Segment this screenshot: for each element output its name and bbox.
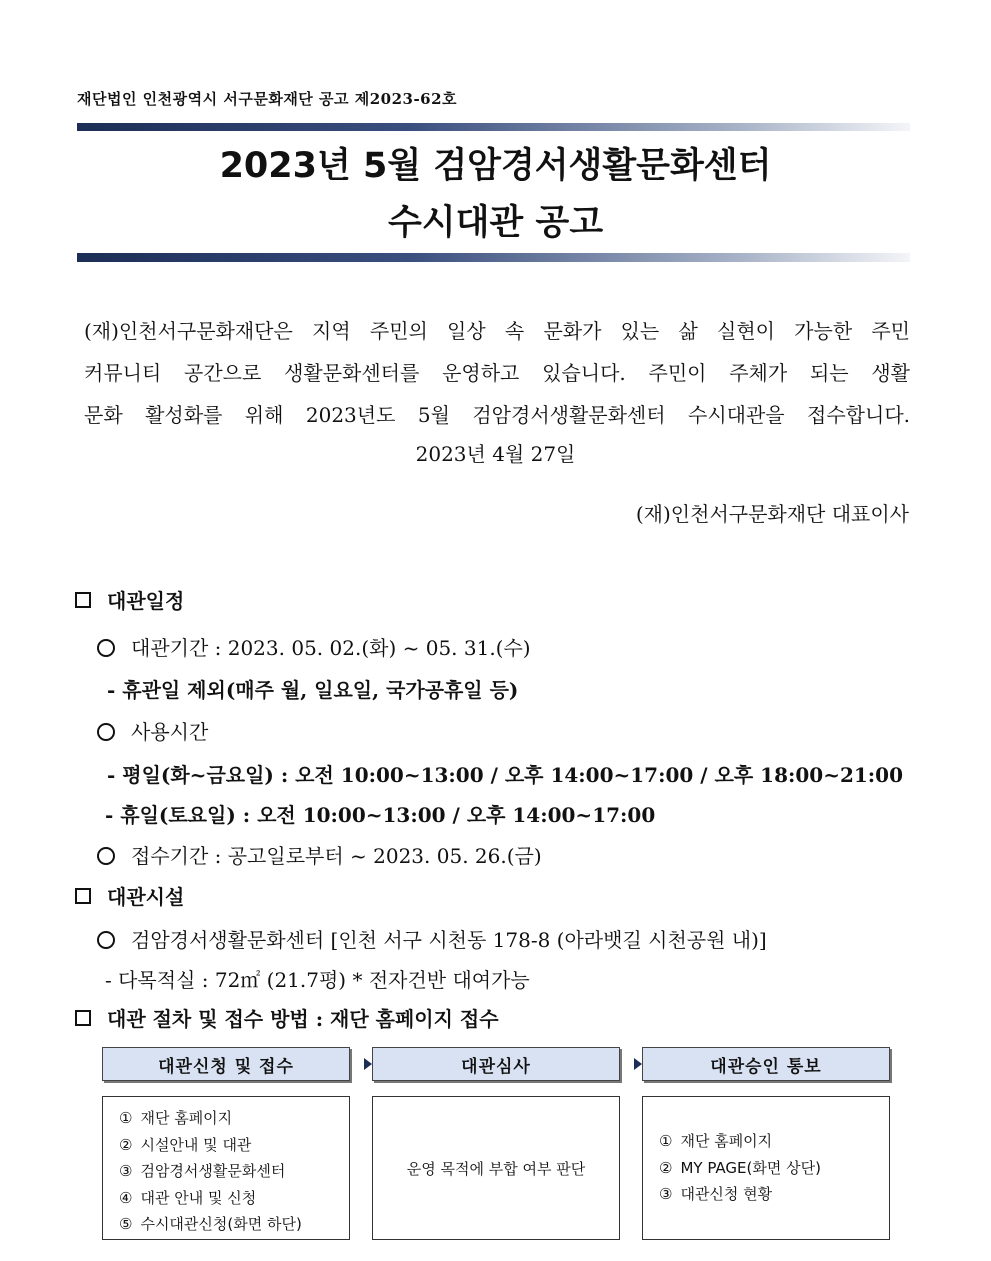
arrow-right-icon bbox=[364, 1058, 372, 1070]
notice-date: 2023년 4월 27일 bbox=[415, 442, 576, 466]
step3-header: 대관승인 통보 bbox=[642, 1047, 890, 1081]
intro-line2: 커뮤니티 공간으로 생활문화센터를 운영하고 있습니다. 주민이 주체가 되는 생활 bbox=[84, 361, 910, 385]
square-bullet-icon bbox=[75, 592, 91, 608]
list-item: ⑤ 수시대관신청(화면 하단) bbox=[119, 1215, 302, 1233]
facility-location bbox=[97, 924, 767, 953]
title-band-bottom bbox=[77, 253, 910, 262]
title-line2: 수시대관 공고 bbox=[387, 203, 604, 243]
title-line1: 2023년 5월 검암경서생활문화센터 bbox=[219, 146, 772, 186]
facility-location-text: 검암경서생활문화센터 [인천 서구 시천동 178-8 (아라뱃길 시천공원 내)] bbox=[131, 928, 767, 952]
section-facility-heading bbox=[75, 881, 184, 910]
list-item: ② 시설안내 및 대관 bbox=[119, 1135, 252, 1154]
section-facility-label: 대관시설 bbox=[107, 885, 185, 909]
intro-line1: (재)인천서구문화재단은 지역 주민의 일상 속 문화가 있는 삶 실현이 가능한 주민 bbox=[84, 319, 910, 343]
circle-bullet-icon bbox=[97, 931, 115, 949]
list-item: ③ 대관신청 현황 bbox=[659, 1185, 773, 1204]
section-schedule-label: 대관일정 bbox=[107, 589, 185, 613]
circle-bullet-icon bbox=[97, 723, 115, 741]
facility-room: - 다목적실 : 72㎡ (21.7평) * 전자건반 대여가능 bbox=[105, 968, 530, 992]
step2-header: 대관심사 bbox=[372, 1047, 620, 1081]
title-band-top bbox=[77, 123, 910, 131]
notice-number: 재단법인 인천광역시 서구문화재단 공고 제2023-62호 bbox=[77, 90, 458, 108]
step1-header: 대관신청 및 접수 bbox=[102, 1047, 350, 1081]
hours-label-text: 사용시간 bbox=[131, 720, 209, 744]
schedule-period-text: 대관기간 : 2023. 05. 02.(화) ~ 05. 31.(수) bbox=[131, 636, 531, 660]
arrow-right-icon bbox=[634, 1058, 642, 1070]
hours-weekend: - 휴일(토요일) : 오전 10:00~13:00 / 오후 14:00~17:00 bbox=[105, 803, 656, 827]
circle-bullet-icon bbox=[97, 847, 115, 865]
square-bullet-icon bbox=[75, 888, 91, 904]
intro-line3: 문화 활성화를 위해 2023년도 5월 검암경서생활문화센터 수시대관을 접수합니다. bbox=[84, 403, 910, 427]
step3-box bbox=[642, 1096, 890, 1240]
step1-box bbox=[102, 1096, 350, 1240]
section-procedure-label: 대관 절차 및 접수 방법 : 재단 홈페이지 접수 bbox=[107, 1007, 499, 1031]
hours-label bbox=[97, 716, 208, 745]
hours-weekday: - 평일(화~금요일) : 오전 10:00~13:00 / 오후 14:00~17:00 / 오후 18:00~21:00 bbox=[107, 763, 903, 787]
square-bullet-icon bbox=[75, 1010, 91, 1026]
list-item: ① 재단 홈페이지 bbox=[119, 1109, 233, 1127]
list-item: ④ 대관 안내 및 신청 bbox=[119, 1188, 257, 1207]
schedule-period bbox=[97, 632, 531, 661]
section-procedure-heading bbox=[75, 1003, 499, 1032]
list-item: ① 재단 홈페이지 bbox=[659, 1132, 773, 1151]
list-item: ② MY PAGE(화면 상단) bbox=[659, 1158, 821, 1177]
step2-text: 운영 목적에 부합 여부 판단 bbox=[406, 1159, 586, 1178]
section-schedule-heading bbox=[75, 585, 184, 614]
list-item: ③ 검암경서생활문화센터 bbox=[119, 1162, 286, 1180]
intro-paragraph bbox=[84, 310, 910, 436]
application-period bbox=[97, 840, 542, 869]
signer: (재)인천서구문화재단 대표이사 bbox=[635, 502, 909, 526]
step2-box bbox=[372, 1096, 620, 1240]
holiday-note: - 휴관일 제외(매주 월, 일요일, 국가공휴일 등) bbox=[107, 678, 519, 702]
circle-bullet-icon bbox=[97, 639, 115, 657]
application-period-text: 접수기간 : 공고일로부터 ~ 2023. 05. 26.(금) bbox=[131, 844, 542, 868]
